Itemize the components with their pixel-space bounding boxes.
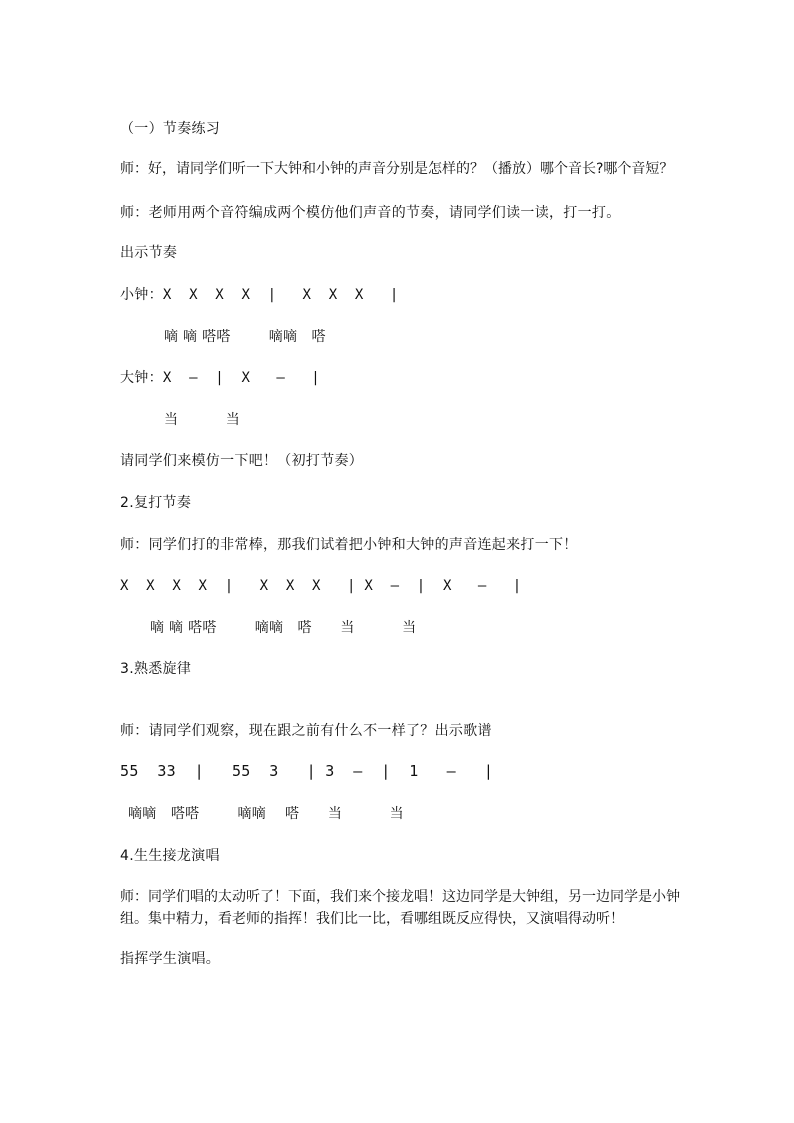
step3-text: 师：请同学们观察，现在跟之前有什么不一样了？出示歌谱	[120, 723, 492, 739]
imitate-text: 请同学们来模仿一下吧！（初打节奏）	[120, 453, 364, 469]
step2-title: 2.复打节奏	[120, 495, 192, 511]
big-bell-syllables: 当 当	[164, 412, 241, 428]
step3-title: 3.熟悉旋律	[120, 661, 192, 677]
section-title: （一）节奏练习	[120, 121, 221, 137]
show-rhythm-label: 出示节奏	[120, 245, 178, 261]
conduct-text: 指挥学生演唱。	[120, 951, 221, 967]
melody-notation: 55 33 | 55 3 | 3 — | 1 — |	[120, 762, 494, 780]
intro-question: 师：好，请同学们听一下大钟和小钟的声音分别是怎样的？（播放）哪个音长?哪个音短？	[120, 161, 674, 177]
step4-text: 师：同学们唱的太动听了！下面，我们来个接龙唱！这边同学是大钟组，另一边同学是小钟组。集中精力，看老师的指挥！我们比一比，看哪组既反应得快，又演唱得动听！	[120, 889, 680, 927]
small-bell-rhythm: 小钟：X X X X | X X X |	[120, 287, 399, 303]
intro-text: 师：老师用两个音符编成两个模仿他们声音的节奏，请同学们读一读，打一打。	[120, 205, 621, 221]
melody-syllables: 嘀嘀 嗒嗒 嘀嘀 嗒 当 当	[128, 806, 404, 822]
combined-rhythm: X X X X | X X X | X — | X — |	[120, 578, 522, 594]
big-bell-rhythm: 大钟：X — | X — |	[120, 370, 321, 386]
step2-text: 师：同学们打的非常棒，那我们试着把小钟和大钟的声音连起来打一下！	[120, 537, 578, 553]
step4-title: 4.生生接龙演唱	[120, 848, 220, 864]
combined-syllables: 嘀 嘀 嗒嗒 嘀嘀 嗒 当 当	[150, 620, 417, 636]
small-bell-syllables: 嘀 嘀 嗒嗒 嘀嘀 嗒	[164, 329, 326, 345]
